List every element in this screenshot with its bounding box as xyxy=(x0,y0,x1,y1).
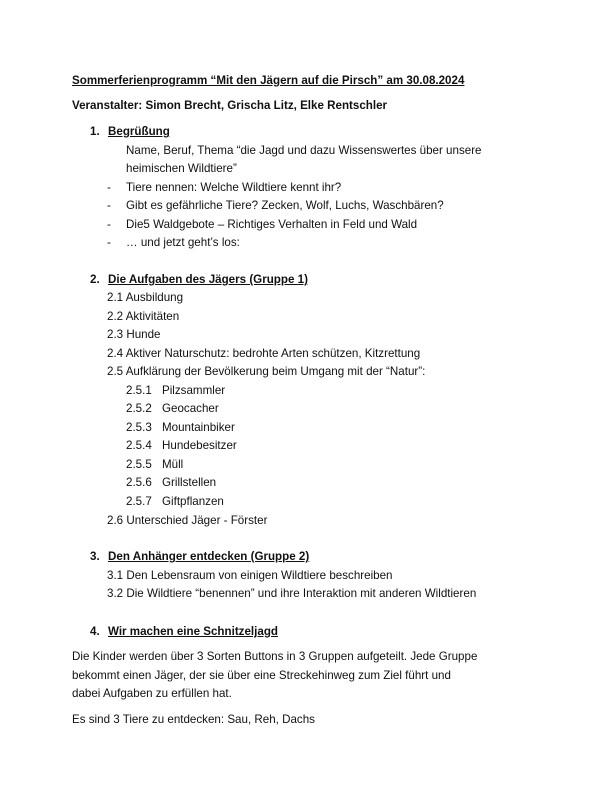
list-item: 3.1 Den Lebensraum von einigen Wildtiere beschreiben xyxy=(107,569,393,582)
section-1-heading xyxy=(90,125,170,139)
sub-item-label: Giftpflanzen xyxy=(162,495,224,508)
sub-item-number: 2.5.6 xyxy=(126,476,152,489)
list-item: 2.1 Ausbildung xyxy=(107,291,184,304)
sub-list-item xyxy=(126,476,216,490)
sub-list-item xyxy=(126,439,237,453)
sub-list-item xyxy=(126,384,225,398)
list-item: 2.4 Aktiver Naturschutz: bedrohte Arten schützen, Kitzrettung xyxy=(107,347,421,360)
sub-item-label: Geocacher xyxy=(162,402,219,415)
sub-item-label: Hundebesitzer xyxy=(162,439,237,452)
list-item: Gibt es gefährliche Tiere? Zecken, Wolf, Luchs, Waschbären? xyxy=(126,199,444,212)
bullet-marker: - xyxy=(107,181,111,194)
section-4-heading xyxy=(90,625,278,639)
bullet-marker: - xyxy=(107,236,111,249)
list-item: 3.2 Die Wildtiere “benennen” und ihre Interaktion mit anderen Wildtieren xyxy=(107,587,477,600)
sub-item-number: 2.5.4 xyxy=(126,439,152,452)
section-1-title: Begrüßung xyxy=(108,125,170,138)
document-title: Sommerferienprogramm “Mit den Jägern auf die Pirsch” am 30.08.2024 xyxy=(72,74,465,87)
bullet-marker: - xyxy=(107,199,111,212)
list-item: 2.3 Hunde xyxy=(107,328,161,341)
section-3-heading xyxy=(90,550,309,564)
list-item: Die5 Waldgebote – Richtiges Verhalten in Feld und Wald xyxy=(126,218,418,231)
section-1-intro-line2: heimischen Wildtiere” xyxy=(126,162,237,175)
list-item: 2.5 Aufklärung der Bevölkerung beim Umgang mit der “Natur”: xyxy=(107,365,426,378)
sub-item-label: Pilzsammler xyxy=(162,384,226,397)
sub-item-number: 2.5.1 xyxy=(126,384,152,397)
paragraph-line: bekommt einen Jäger, der sie über eine Streckehinweg zum Ziel führt und xyxy=(72,669,451,682)
sub-item-number: 2.5.7 xyxy=(126,495,152,508)
sub-list-item xyxy=(126,458,183,472)
sub-item-number: 2.5.2 xyxy=(126,402,152,415)
section-2-heading xyxy=(90,273,308,287)
closing-line: Es sind 3 Tiere zu entdecken: Sau, Reh, Dachs xyxy=(72,713,315,726)
sub-item-number: 2.5.5 xyxy=(126,458,152,471)
paragraph-line: Die Kinder werden über 3 Sorten Buttons in 3 Gruppen aufgeteilt. Jede Gruppe xyxy=(72,650,478,663)
bullet-marker: - xyxy=(107,218,111,231)
sub-item-label: Mountainbiker xyxy=(162,421,235,434)
organizers-line: Veranstalter: Simon Brecht, Grischa Litz, Elke Rentschler xyxy=(72,99,388,112)
sub-item-number: 2.5.3 xyxy=(126,421,152,434)
section-3-title: Den Anhänger entdecken (Gruppe 2) xyxy=(108,550,310,563)
list-item: Tiere nennen: Welche Wildtiere kennt ihr? xyxy=(126,181,342,194)
list-item: 2.6 Unterschied Jäger - Förster xyxy=(107,514,268,527)
list-item: 2.2 Aktivitäten xyxy=(107,310,180,323)
section-2-number: 2. xyxy=(90,273,100,286)
section-2-title: Die Aufgaben des Jägers (Gruppe 1) xyxy=(108,273,308,286)
sub-list-item xyxy=(126,402,219,416)
sub-list-item xyxy=(126,495,224,509)
sub-list-item xyxy=(126,421,235,435)
sub-item-label: Müll xyxy=(162,458,184,471)
list-item: … und jetzt geht’s los: xyxy=(126,236,240,249)
section-3-number: 3. xyxy=(90,550,100,563)
section-1-intro-line1: Name, Beruf, Thema “die Jagd und dazu Wissenswertes über unsere xyxy=(126,144,482,157)
sub-item-label: Grillstellen xyxy=(162,476,217,489)
paragraph-line: dabei Aufgaben zu erfüllen hat. xyxy=(72,687,232,700)
section-1-number: 1. xyxy=(90,125,100,138)
section-4-number: 4. xyxy=(90,625,100,638)
section-4-title: Wir machen eine Schnitzeljagd xyxy=(108,625,278,638)
